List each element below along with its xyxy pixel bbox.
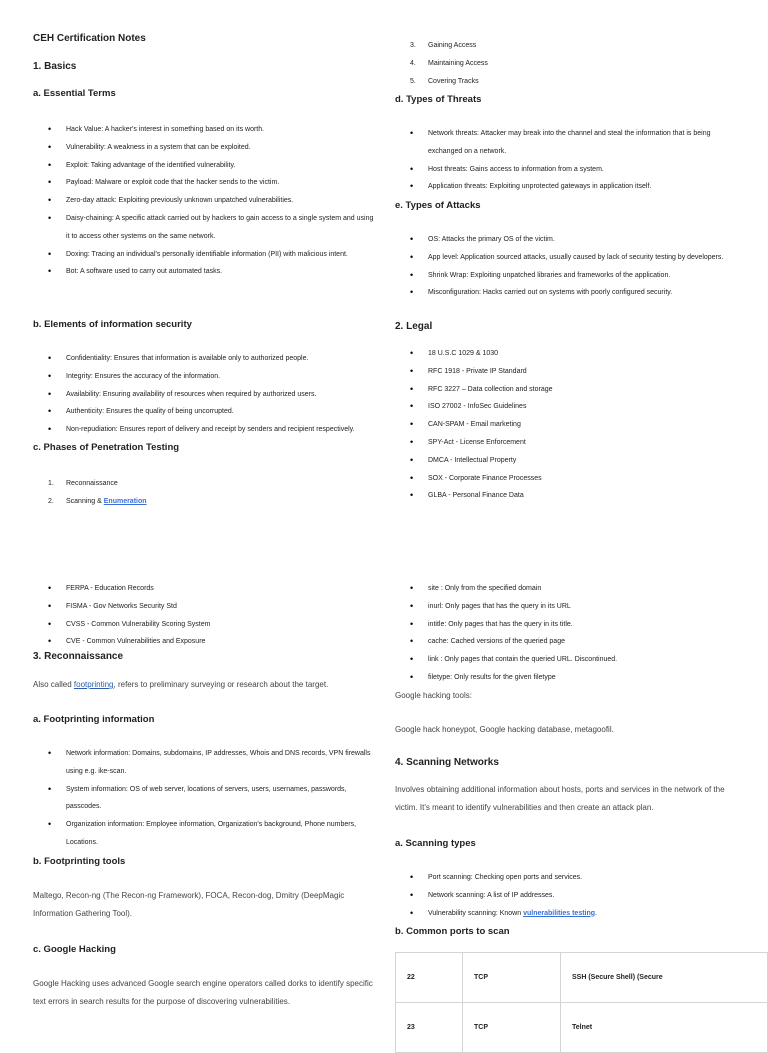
legal-list-part1 — [395, 345, 768, 505]
list-item: • Network information: Domains, subdomains, IP addresses, Whois and DNS records, VPN firewalls using e.g. ike-scan. — [33, 745, 378, 781]
list-item: • Shrink Wrap: Exploiting unpatched libraries and frameworks of the application. — [395, 267, 735, 285]
vulnerability-testing-link[interactable]: vulnerabilities testing — [523, 909, 596, 917]
footprinting-link[interactable]: footprinting — [73, 680, 114, 689]
list-item: • link : Only pages that contain the queried URL. Discontinued. — [395, 651, 768, 669]
list-item: • GLBA - Personal Finance Data — [395, 487, 768, 505]
threats-list — [395, 125, 735, 196]
list-item: • Integrity: Ensures the accuracy of the information. — [33, 368, 378, 386]
list-item: • Host threats: Gains access to information from a system. — [395, 161, 735, 179]
list-item: • Non-repudiation: Ensures report of delivery and receipt by senders and recipient respectively. — [33, 421, 378, 439]
table-row — [396, 1003, 768, 1053]
list-item: • inurl: Only pages that has the query in its URL — [395, 598, 768, 616]
list-item: • site : Only from the specified domain — [395, 580, 768, 598]
list-item: • Network threats: Attacker may break into the channel and steal the information that is being exchanged on a network. — [395, 125, 735, 161]
threats-heading: d. Types of Threats — [395, 94, 482, 105]
list-item: 5. Covering Tracks — [410, 77, 479, 85]
list-item: • FISMA - Gov Networks Security Std — [33, 598, 378, 616]
list-item: • Exploit: Taking advantage of the identified vulnerability. — [33, 157, 378, 175]
reconnaissance-intro: Also called footprinting, refers to preliminary surveying or research about the target. — [33, 680, 329, 689]
google-hacking-tools-label: Google hacking tools: — [395, 691, 472, 700]
scanning-intro: Involves obtaining additional information about hosts, ports and services in the network of the victim. It's meant to identify vulnerabilities and then create an attack plan. — [395, 785, 725, 812]
list-item: • SOX - Corporate Finance Processes — [395, 470, 768, 488]
google-hacking-heading: c. Google Hacking — [33, 944, 116, 955]
list-item: • Hack Value: A hacker's interest in something based on its worth. — [33, 121, 378, 139]
list-item: • CVE - Common Vulnerabilities and Exposure — [33, 633, 378, 651]
document-title: CEH Certification Notes — [33, 33, 146, 44]
list-item: • Doxing: Tracing an individual's personally identifiable information (PII) with malicious intent. — [33, 246, 378, 264]
list-item: 4. Maintaining Access — [410, 59, 488, 67]
list-item: • Zero-day attack: Exploiting previously unknown unpatched vulnerabilities. — [33, 192, 378, 210]
list-item: • Vulnerability: A weakness in a system that can be exploited. — [33, 139, 378, 157]
scanning-types-list — [395, 869, 768, 922]
service-cell: SSH (Secure Shell) (Secure — [561, 953, 768, 1003]
list-item: • OS: Attacks the primary OS of the victim. — [395, 231, 735, 249]
list-item: 3. Gaining Access — [410, 42, 477, 49]
phases-list-part1 — [33, 475, 378, 511]
list-item: • Bot: A software used to carry out automated tasks. — [33, 263, 378, 281]
protocol-cell: TCP — [463, 1003, 561, 1053]
section-scanning-heading: 4. Scanning Networks — [395, 757, 499, 768]
list-item: • DMCA - Intellectual Property — [395, 452, 768, 470]
elements-list — [33, 350, 378, 439]
list-item: • CVSS - Common Vulnerability Scoring System — [33, 616, 378, 634]
list-item: • CAN-SPAM - Email marketing — [395, 416, 768, 434]
list-item: • System information: OS of web server, locations of servers, users, usernames, passwords, passcodes. — [33, 781, 378, 817]
phases-list-part2 — [395, 37, 768, 90]
list-item: • Organization information: Employee information, Organization's background, Phone numbers, Locations. — [33, 816, 378, 852]
list-item: • Misconfiguration: Hacks carried out on systems with poorly configured security. — [395, 284, 735, 302]
google-hacking-text: Google Hacking uses advanced Google search engine operators called dorks to identify specific text errors in search results for the purpose of discovering vulnerabilities. — [33, 979, 373, 1006]
table-row — [396, 953, 768, 1003]
list-item: • Vulnerability scanning: Known vulnerabilities testing. — [395, 905, 768, 923]
legal-list-part2 — [33, 580, 378, 651]
google-hacking-tools-text: Google hack honeypot, Google hacking database, metagoofil. — [395, 725, 614, 734]
scanning-types-heading: a. Scanning types — [395, 838, 476, 849]
section-basics-heading: 1. Basics — [33, 61, 77, 72]
essential-terms-list — [33, 121, 378, 281]
list-item: • Confidentiality: Ensures that information is available only to authorized people. — [33, 350, 378, 368]
list-item: • App level: Application sourced attacks, usually caused by lack of security testing by developers. — [395, 249, 735, 267]
footprinting-info-heading: a. Footprinting information — [33, 714, 155, 725]
list-item: • Authenticity: Ensures the quality of being uncorrupted. — [33, 403, 378, 421]
list-item: • RFC 1918 - Private IP Standard — [395, 363, 768, 381]
footprinting-info-list — [33, 745, 378, 852]
list-item: • RFC 3227 – Data collection and storage — [395, 381, 768, 399]
enumeration-link[interactable]: Enumeration — [103, 497, 147, 505]
attacks-heading: e. Types of Attacks — [395, 200, 481, 211]
elements-heading: b. Elements of information security — [33, 319, 192, 330]
section-legal-heading: 2. Legal — [395, 321, 433, 332]
list-item: • Availability: Ensuring availability of resources when required by authorized users. — [33, 386, 378, 404]
list-item: • FERPA - Education Records — [33, 580, 378, 598]
list-item: • filetype: Only results for the given filetype — [395, 669, 768, 687]
footprinting-tools-heading: b. Footprinting tools — [33, 856, 126, 867]
list-item: 2. Scanning & Enumeration — [48, 497, 147, 505]
list-item: 1. Reconnaissance — [48, 480, 118, 487]
list-item: • intitle: Only pages that has the query in its title. — [395, 616, 768, 634]
list-item: • 18 U.S.C 1029 & 1030 — [395, 345, 768, 363]
google-operators-list — [395, 580, 768, 687]
list-item: • Application threats: Exploiting unprotected gateways in application itself. — [395, 178, 735, 196]
list-item: • Network scanning: A list of IP addresses. — [395, 887, 768, 905]
list-item: • SPY-Act - License Enforcement — [395, 434, 768, 452]
common-ports-heading: b. Common ports to scan — [395, 926, 510, 937]
section-reconnaissance-heading: 3. Reconnaissance — [33, 651, 124, 662]
attacks-list — [395, 231, 735, 302]
footprinting-tools-text: Maltego, Recon-ng (The Recon-ng Framework), FOCA, Recon-dog, Dmitry (DeepMagic Information Gathering Tool). — [33, 891, 345, 918]
protocol-cell: TCP — [463, 953, 561, 1003]
essential-terms-heading: a. Essential Terms — [33, 88, 116, 99]
port-cell: 23 — [396, 1003, 463, 1053]
list-item: • ISO 27002 - InfoSec Guidelines — [395, 398, 768, 416]
common-ports-table — [395, 952, 768, 1053]
list-item: • cache: Cached versions of the queried page — [395, 633, 768, 651]
service-cell: Telnet — [561, 1003, 768, 1053]
list-item: • Payload: Malware or exploit code that the hacker sends to the victim. — [33, 174, 378, 192]
phases-heading: c. Phases of Penetration Testing — [33, 442, 180, 453]
list-item: • Port scanning: Checking open ports and services. — [395, 869, 768, 887]
port-cell: 22 — [396, 953, 463, 1003]
list-item: • Daisy-chaining: A specific attack carried out by hackers to gain access to a single system and using it to access other systems on the same network. — [33, 210, 378, 246]
